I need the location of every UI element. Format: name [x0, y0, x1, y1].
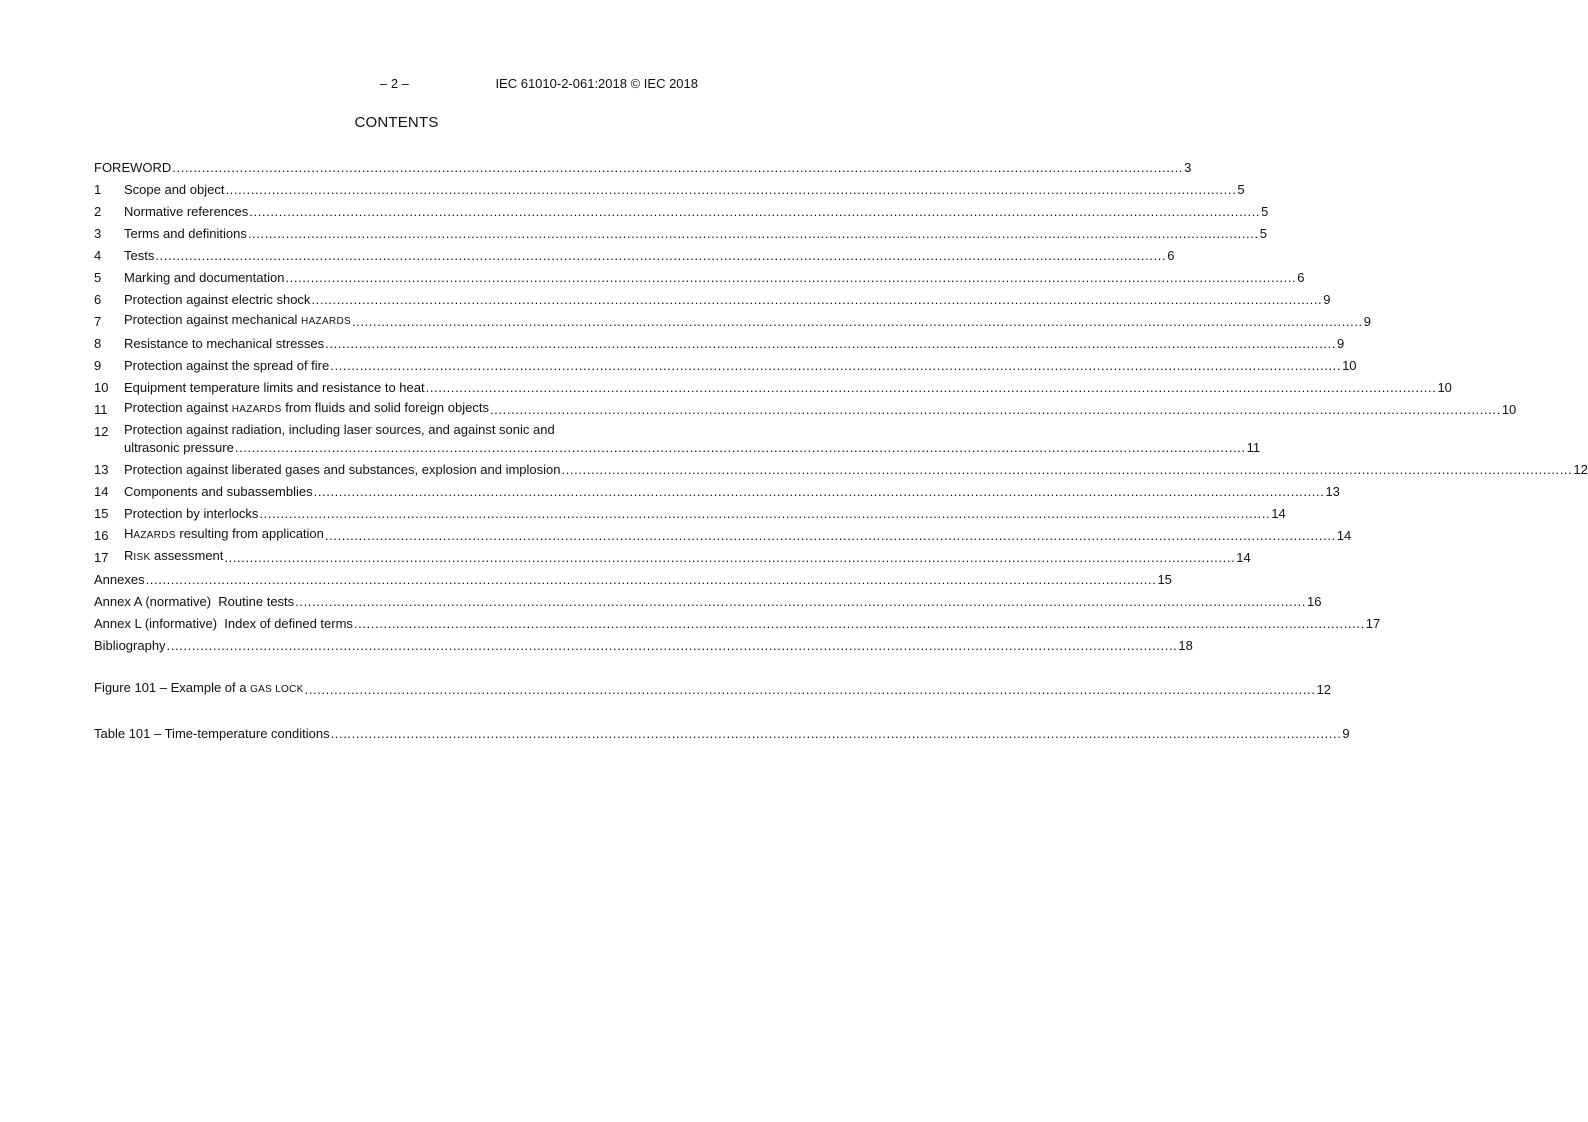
toc-entry-label: Terms and definitions [124, 226, 247, 241]
toc-page-number: 9 [1363, 314, 1372, 329]
clause-number: 11 [94, 402, 108, 417]
dot-leader [330, 356, 1341, 376]
toc-entry-label [124, 422, 1260, 458]
label-line-2: ultrasonic pressure [124, 440, 234, 455]
dot-leader [325, 334, 1336, 354]
clause-number: 4 [94, 248, 102, 263]
toc-page-number: 6 [1297, 270, 1305, 285]
toc-entry-figure-101[interactable] [94, 678, 1331, 700]
dot-leader [146, 570, 1157, 590]
dot-leader [155, 246, 1166, 266]
toc-entry-label: Scope and object [124, 182, 225, 197]
clause-number: 16 [94, 528, 109, 543]
toc-page-number: 9 [1342, 726, 1350, 741]
toc-entry-table-101[interactable] [94, 722, 1350, 744]
clause-number: 1 [94, 182, 102, 197]
dot-leader [167, 636, 1178, 656]
clause-number: 7 [94, 314, 102, 329]
dot-leader [285, 268, 1296, 288]
toc-page-number: 14 [1271, 506, 1286, 521]
clause-number: 13 [94, 462, 109, 477]
clause-number: 15 [94, 506, 109, 521]
label-line-1: Protection against radiation, including laser sources, and against sonic and [124, 422, 555, 437]
dot-leader [314, 482, 1325, 502]
dot-leader [562, 460, 1573, 480]
toc-entry-label: Annex A (normative) Routine tests [94, 594, 295, 609]
page-header [0, 74, 793, 94]
toc-entry-label [124, 310, 351, 332]
label-part: H [124, 526, 134, 541]
toc-page-number: 14 [1236, 550, 1251, 565]
toc-entry-clause-15[interactable] [94, 502, 1286, 524]
clause-number: 9 [94, 358, 102, 373]
toc-entry-clause-14[interactable] [94, 480, 1340, 502]
toc-page-number: 12 [1316, 682, 1331, 697]
clause-number: 12 [94, 424, 109, 439]
toc-entry-annex-l[interactable] [94, 612, 1381, 634]
toc-entry-clause-12[interactable] [94, 420, 1261, 458]
clause-number: 14 [94, 484, 109, 499]
toc-entry-label: Tests [124, 248, 155, 263]
label-last-line [124, 438, 1260, 458]
defined-term: HAZARDS [301, 316, 351, 327]
label-part: resulting from application [175, 526, 324, 541]
toc-entry-clause-10[interactable] [94, 376, 1452, 398]
dot-leader [259, 504, 1270, 524]
toc-entry-label: Bibliography [94, 638, 166, 653]
toc-entry-clause-8[interactable] [94, 332, 1345, 354]
toc-entry-clause-4[interactable] [94, 244, 1175, 266]
dot-leader [426, 378, 1437, 398]
toc-page-number: 15 [1157, 572, 1172, 587]
clause-number: 8 [94, 336, 102, 351]
toc-entry-label: Normative references [124, 204, 249, 219]
toc-entry-clause-1[interactable] [94, 178, 1245, 200]
toc-page-number: 14 [1336, 528, 1352, 543]
dot-leader [352, 312, 1363, 332]
toc-page-number: 9 [1323, 292, 1331, 307]
toc-entry-label: Protection against liberated gases and substances, explosion and implosion [124, 462, 561, 477]
toc-page-number: 5 [1259, 226, 1267, 241]
clause-number: 6 [94, 292, 102, 307]
toc-page-number: 6 [1167, 248, 1175, 263]
toc-page-number: 3 [1184, 160, 1192, 175]
toc-entry-clause-5[interactable] [94, 266, 1305, 288]
table-of-contents [94, 156, 1588, 744]
toc-page-number: 16 [1307, 594, 1322, 609]
dot-leader [311, 290, 1322, 310]
dot-leader [225, 180, 1236, 200]
toc-page-number: 18 [1178, 638, 1193, 653]
toc-entry-label: Equipment temperature limits and resistance to heat [124, 380, 425, 395]
dot-leader [249, 202, 1260, 222]
label-part: Protection against mechanical [124, 312, 302, 327]
label-part: R [124, 548, 134, 563]
toc-entry-label: Table 101 – Time-temperature conditions [94, 726, 330, 741]
page-title: CONTENTS [354, 114, 439, 131]
toc-entry-bibliography[interactable] [94, 634, 1193, 656]
dot-leader [490, 400, 1501, 420]
defined-term: HAZARDS [231, 404, 282, 415]
toc-entry-label: FOREWORD [94, 160, 172, 175]
toc-entry-label: Protection against electric shock [124, 292, 311, 307]
toc-page-number: 10 [1437, 380, 1452, 395]
defined-term: ISK [133, 552, 151, 563]
toc-page-number: 5 [1237, 182, 1245, 197]
clause-number: 5 [94, 270, 102, 285]
toc-entry-clause-3[interactable] [94, 222, 1267, 244]
toc-page-number: 17 [1365, 616, 1381, 631]
label-part: from fluids and solid foreign objects [281, 400, 489, 415]
defined-term: AZARDS [133, 530, 176, 541]
dot-leader [305, 680, 1316, 700]
toc-entry-clause-13[interactable] [94, 458, 1588, 480]
toc-entry-foreword[interactable] [94, 156, 1192, 178]
toc-entry-label [94, 678, 304, 700]
spacer [94, 700, 698, 722]
toc-entry-label: Protection against the spread of fire [124, 358, 330, 373]
toc-page-number: 13 [1325, 484, 1340, 499]
clause-number: 17 [94, 550, 109, 565]
toc-entry-label: Annexes [94, 572, 145, 587]
label-part: Protection against [124, 400, 232, 415]
toc-entry-label: Annex L (informative) Index of defined terms [94, 616, 353, 631]
dot-leader [248, 224, 1259, 244]
dot-leader [295, 592, 1306, 612]
clause-number: 10 [94, 380, 109, 395]
toc-entry-clause-11[interactable] [94, 398, 1517, 420]
clause-number: 3 [94, 226, 102, 241]
dot-leader [172, 158, 1183, 178]
dot-leader [325, 526, 1336, 546]
spacer [94, 656, 698, 678]
toc-entry-clause-9[interactable] [94, 354, 1357, 376]
toc-entry-label [124, 524, 324, 546]
clause-number: 2 [94, 204, 102, 219]
page-number: – 2 – [380, 76, 409, 91]
toc-entry-label: Components and subassemblies [124, 484, 313, 499]
toc-page-number: 11 [1246, 440, 1261, 455]
toc-entry-clause-17[interactable] [94, 546, 1251, 568]
copyright-notice: IEC 61010-2-061:2018 © IEC 2018 [495, 76, 698, 91]
label-part: assessment [150, 548, 224, 563]
toc-page-number: 10 [1342, 358, 1357, 373]
toc-page-number: 5 [1261, 204, 1269, 219]
toc-entry-label: Marking and documentation [124, 270, 285, 285]
toc-entry-clause-16[interactable] [94, 524, 1352, 546]
toc-entry-annex-a[interactable] [94, 590, 1322, 612]
toc-entry-label: Protection by interlocks [124, 506, 259, 521]
toc-entry-label [124, 398, 489, 420]
defined-term: GAS LOCK [250, 684, 304, 695]
dot-leader [354, 614, 1365, 634]
toc-page-number: 10 [1501, 402, 1517, 417]
dot-leader [224, 548, 1235, 568]
toc-entry-label [124, 546, 223, 568]
dot-leader [331, 724, 1342, 744]
toc-entry-clause-6[interactable] [94, 288, 1331, 310]
dot-leader [235, 438, 1246, 458]
toc-entry-label: Resistance to mechanical stresses [124, 336, 325, 351]
toc-page-number: 9 [1337, 336, 1345, 351]
toc-entry-clause-7[interactable] [94, 310, 1372, 332]
toc-entry-clause-2[interactable] [94, 200, 1269, 222]
toc-page-number: 12 [1573, 462, 1588, 477]
label-part: Figure 101 – Example of a [94, 680, 251, 695]
toc-entry-annexes[interactable] [94, 568, 1172, 590]
